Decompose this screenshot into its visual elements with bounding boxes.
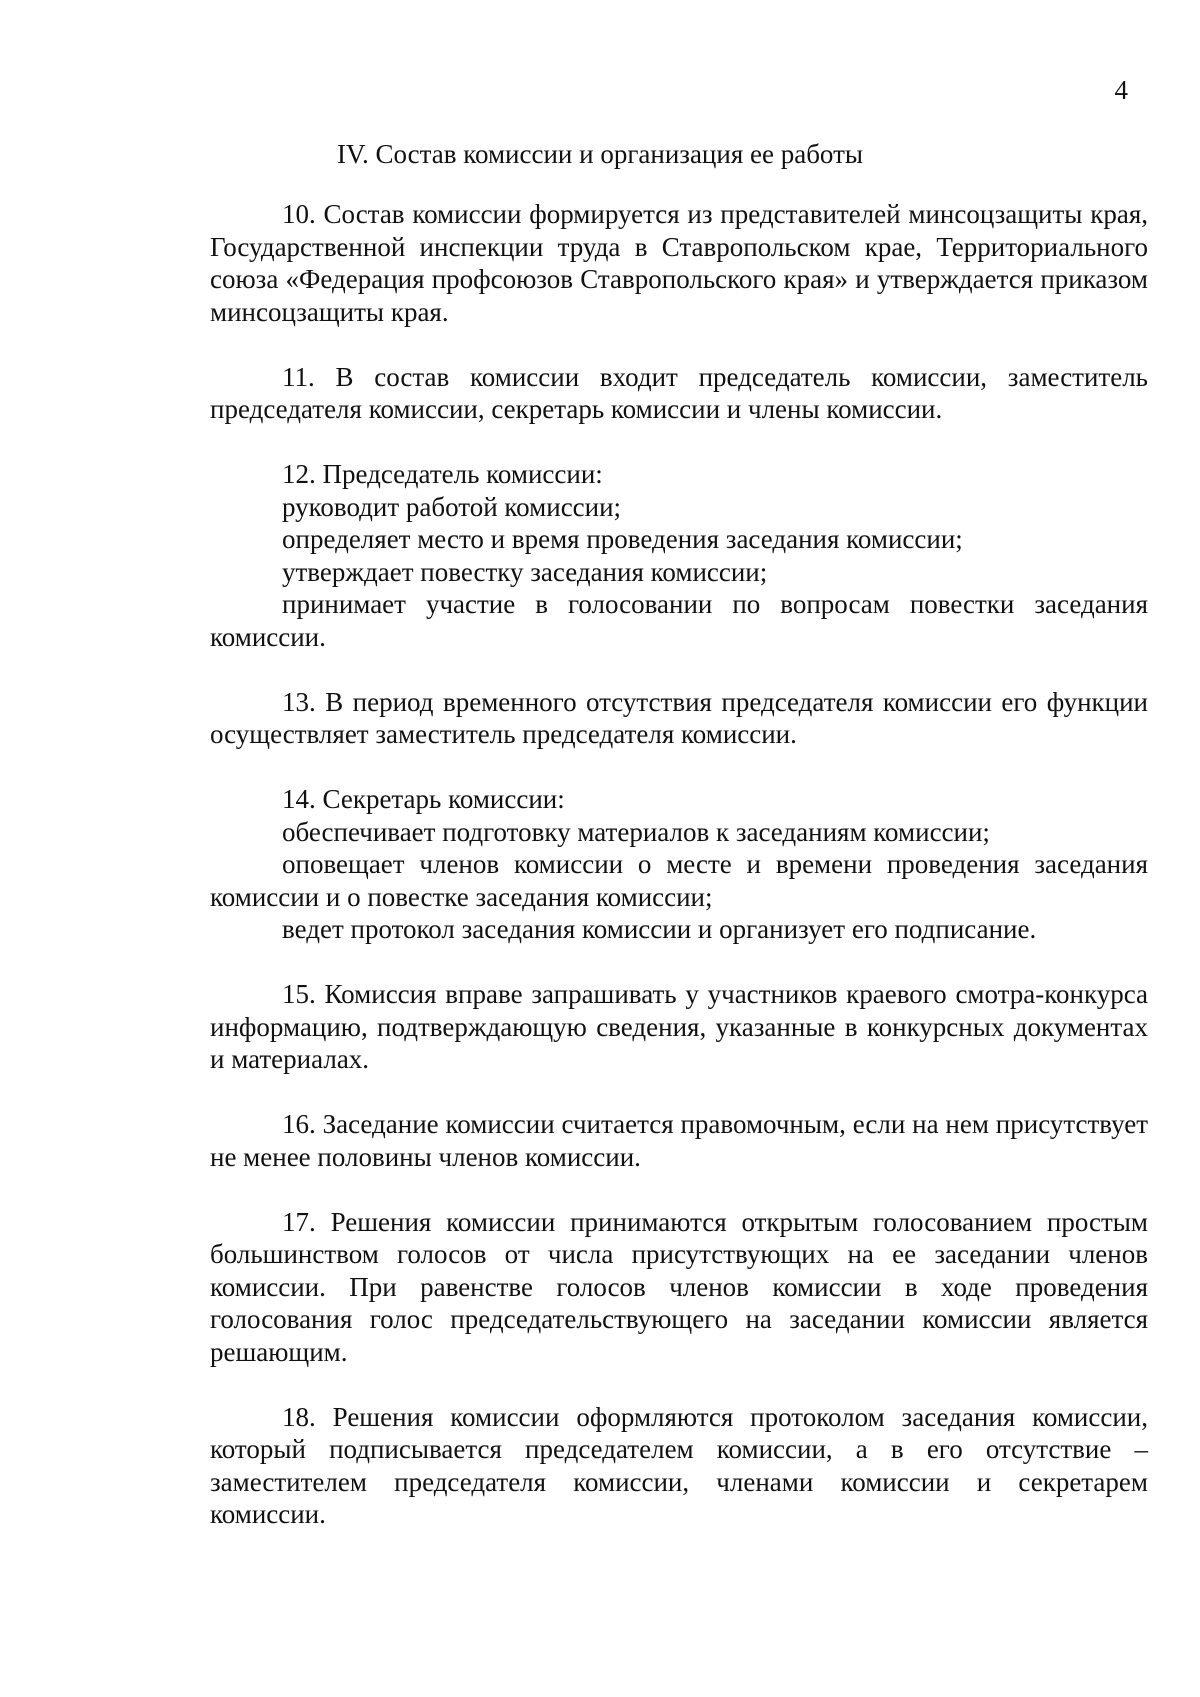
clause-heading: 12. Председатель комиссии: [282,459,603,489]
clause-item: руководит работой комиссии; [282,491,622,522]
clause-item: определяет место и время проведения заседания комиссии; [282,524,963,554]
clause-14 [210,783,1148,946]
clause-item: утверждает повестку заседания комиссии; [282,556,768,587]
clause-17 [210,1206,1148,1369]
clause-item: ведет протокол заседания комиссии и организует его подписание. [282,914,1037,944]
clause-12 [210,458,1148,653]
clause-item: принимает участие в голосовании по вопросам повестки заседания комиссии. [210,589,1148,652]
page-number: 4 [1114,75,1128,105]
clause-text: 16. Заседание комиссии считается правомочным, если на нем присутствует не менее половины членов комиссии. [210,1109,1148,1172]
clause-heading: 14. Секретарь комиссии: [282,784,565,814]
clause-11 [210,361,1148,426]
clause-text: 18. Решения комиссии оформляются протоколом заседания комиссии, который подписывается председателем комиссии, а в его отсутствие – заместителем председателя комиссии, членами комиссии и секретарем комиссии. [210,1401,1148,1529]
clause-text: 13. В период временного отсутствия председателя комиссии его функции осуществляет заместитель председателя комиссии. [210,686,1148,749]
clause-18 [210,1401,1148,1531]
clause-13 [210,686,1148,751]
document-body [210,198,1148,1563]
clause-16 [210,1108,1148,1173]
clause-15 [210,978,1148,1076]
clause-text: 17. Решения комиссии принимаются открытым голосованием простым большинством голосов от числа присутствующих на ее заседании членов комиссии. При равенстве голосов членов комиссии в ходе проведения голосования голос председательствующего на заседании комиссии является решающим. [210,1206,1148,1367]
clause-item: обеспечивает подготовку материалов к заседаниям комиссии; [282,816,990,847]
section-title: IV. Состав комиссии и организация ее работы [336,139,864,169]
clause-text: 10. Состав комиссии формируется из представителей минсоцзащиты края, Государственной инспекции труда в Ставропольском крае, Территориального союза «Федерация профсоюзов Ставропольского края» и утверждается приказом минсоцзащиты края. [210,199,1148,327]
clause-text: 15. Комиссия вправе запрашивать у участников краевого смотра-конкурса информацию, подтверждающую сведения, указанные в конкурсных документах и материалах. [210,979,1148,1074]
clause-text: 11. В состав комиссии входит председатель комиссии, заместитель председателя комиссии, секретарь комиссии и члены комиссии. [210,361,1148,424]
clause-10 [210,198,1148,328]
clause-item: оповещает членов комиссии о месте и времени проведения заседания комиссии и о повестке заседания комиссии; [210,849,1148,912]
